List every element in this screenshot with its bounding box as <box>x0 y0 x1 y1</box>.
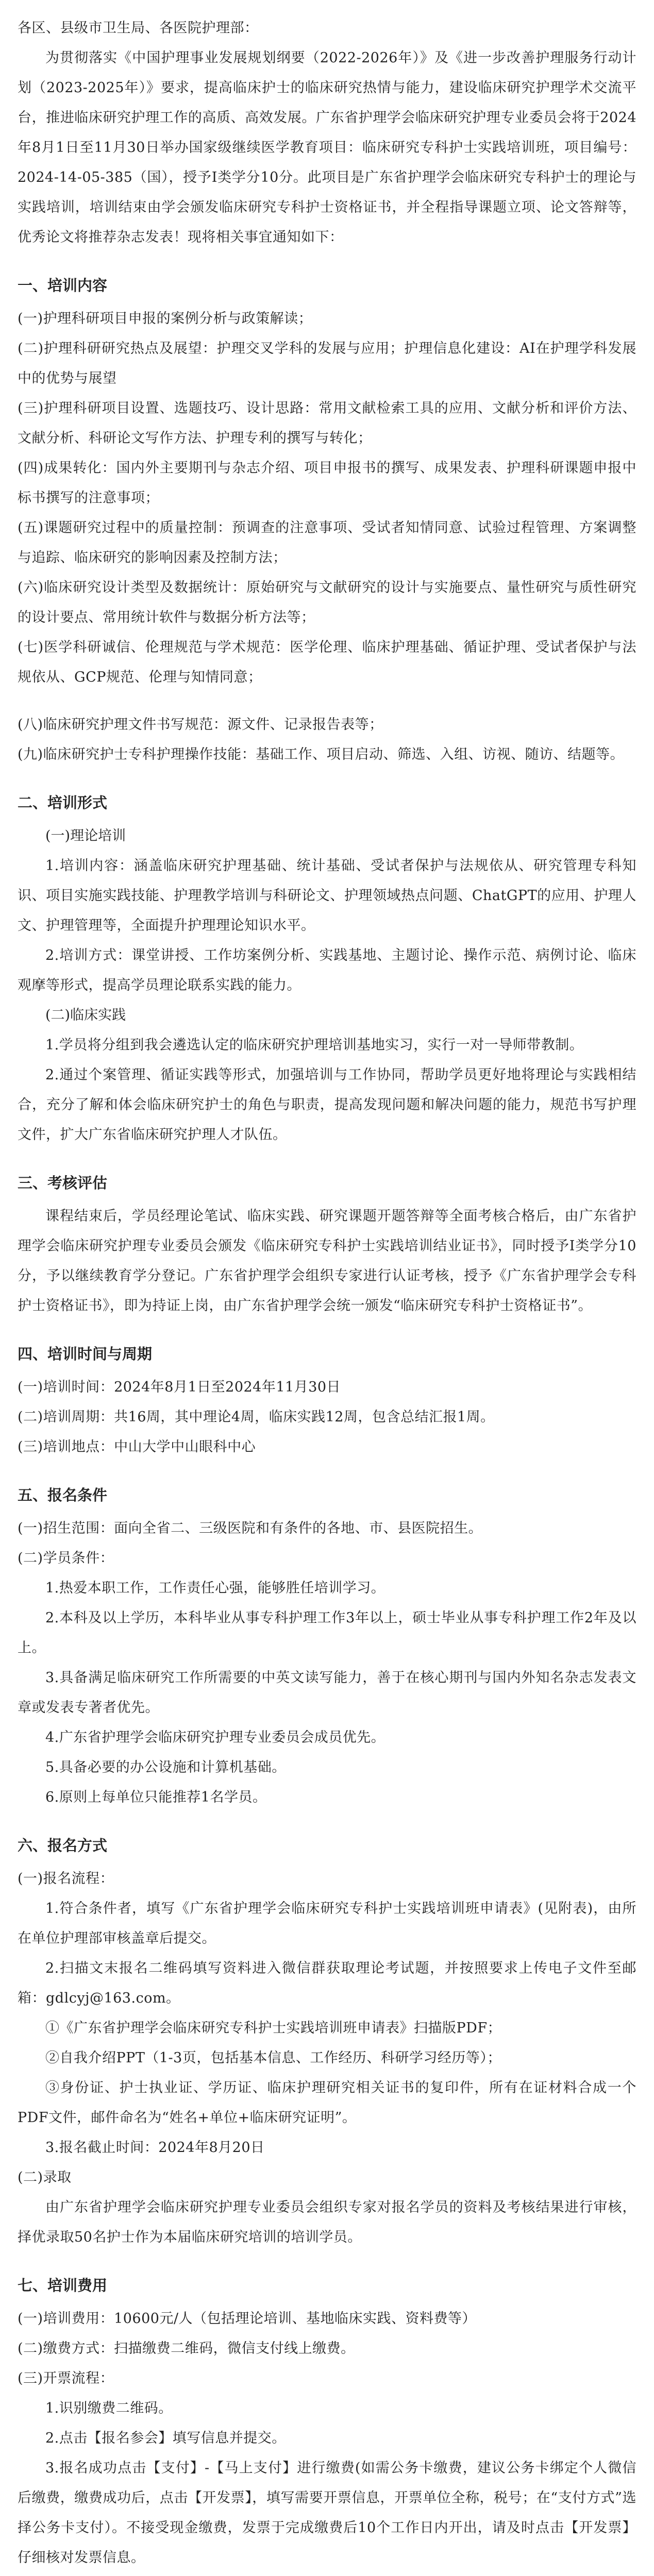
section-1-list <box>18 304 636 770</box>
intro-paragraph: 为贯彻落实《中国护理事业发展规划纲要（2022-2026年）》及《进一步改善护理服务行动计划（2023-2025年）》要求，提高临床护士的临床研究热情与能力，建设临床研究护理学术交流平台，推进临床研究护理工作的高质、高效发展。广东省护理学会临床研究护理专业委员会将于2024年8月1日至11月30日举办国家级继续医学教育项目：临床研究专科护士实践培训班，项目编号：2024-14-05-385（国），授予I类学分10分。此项目是广东省护理学会临床研究专科护士的理论与实践培训，培训结束由学会颁发临床研究专科护士资格证书，并全程指导课题立项、论文答辩等，优秀论文将推荐杂志发表！现将相关事宜通知如下： <box>18 50 636 245</box>
list-item: 1.热爱本职工作，工作责任心强，能够胜任培训学习。 <box>45 1580 385 1596</box>
section-1-title: 一、培训内容 <box>18 277 108 294</box>
list-item: (五)课题研究过程中的质量控制：预调查的注意事项、受试者知情同意、试验过程管理、方案调整与追踪、临床研究的影响因素及控制方法； <box>18 520 636 566</box>
list-item: 2.本科及以上学历，本科毕业从事专科护理工作3年以上，硕士毕业从事专科护理工作2年及以上。 <box>18 1610 636 1656</box>
list-item: (三)开票流程： <box>18 2370 114 2386</box>
subsection-title: (一)理论培训 <box>45 828 126 844</box>
section-4-title: 四、培训时间与周期 <box>18 1345 153 1363</box>
list-item: 1.学员将分组到我会遴选认定的临床研究护理培训基地实习，实行一对一导师带教制。 <box>45 1037 584 1053</box>
list-item: 4.广东省护理学会临床研究护理专业委员会成员优先。 <box>45 1730 385 1745</box>
list-item: (一)培训时间：2024年8月1日至2024年11月30日 <box>18 1379 341 1395</box>
list-item: (三)培训地点：中山大学中山眼科中心 <box>18 1439 256 1455</box>
list-item: 3.报名成功点击【支付】-【马上支付】进行缴费(如需公务卡缴费，建议公务卡绑定个人微信后缴费，缴费成功后，点击【开发票】，填写需要开票信息，开票单位全称，税号；在“支付方式”选择公务卡支付）。不接受现金缴费，发票于完成缴费后10个工作日内开出，请及时点击【开发票】仔细核对发票信息。 <box>18 2460 636 2566</box>
list-item: (八)临床研究护理文件书写规范：源文件、记录报告表等； <box>18 717 383 733</box>
list-item: (四)成果转化：国内外主要期刊与杂志介绍、项目申报书的撰写、成果发表、护理科研课题申报中标书撰写的注意事项； <box>18 460 636 506</box>
list-item: 2.培训方式：课堂讲授、工作坊案例分析、实践基地、主题讨论、操作示范、病例讨论、临床观摩等形式，提高学员理论联系实践的能力。 <box>18 947 636 993</box>
subsection-title: (二)学员条件： <box>18 1550 114 1566</box>
section-5-title: 五、报名条件 <box>18 1486 108 1504</box>
admission-paragraph: 由广东省护理学会临床研究护理专业委员会组织专家对报名学员的资料及考核结果进行审核，择优录取50名护士作为本届临床研究培训的培训学员。 <box>18 2199 636 2245</box>
list-item: (二)培训周期：共16周，其中理论4周，临床实践12周，包含总结汇报1周。 <box>18 1409 495 1425</box>
list-item: 1.识别缴费二维码。 <box>45 2400 173 2416</box>
list-item: 3.具备满足临床研究工作所需要的中英文读写能力，善于在核心期刊与国内外知名杂志发表文章或发表专著者优先。 <box>18 1670 636 1716</box>
list-item: (七)医学科研诚信、伦理规范与学术规范：医学伦理、临床护理基础、循证护理、受试者保护与法规依从、GCP规范、伦理与知情同意； <box>18 639 636 685</box>
subsection-title: (二)录取 <box>18 2170 72 2185</box>
list-item: (二)缴费方式：扫描缴费二维码，微信支付线上缴费。 <box>18 2341 355 2357</box>
list-item: ③身份证、护士执业证、学历证、临床护理研究相关证书的复印件，所有在证材料合成一个PDF文件，邮件命名为“姓名+单位+临床研究证明”。 <box>18 2080 636 2126</box>
list-item: ①《广东省护理学会临床研究专科护士实践培训班申请表》扫描版PDF； <box>45 2020 502 2036</box>
list-item: 1.符合条件者，填写《广东省护理学会临床研究专科护士实践培训班申请表》(见附表)，由所在单位护理部审核盖章后提交。 <box>18 1901 636 1946</box>
subsection-title: (一)报名流程： <box>18 1871 114 1887</box>
section-3-title: 三、考核评估 <box>18 1174 108 1192</box>
addressee: 各区、县级市卫生局、各医院护理部： <box>18 20 259 36</box>
section-2-title: 二、培训形式 <box>18 794 108 811</box>
list-item: 2.通过个案管理、循证实践等形式，加强培训与工作协同，帮助学员更好地将理论与实践相结合，充分了解和体会临床研究护士的角色与职责，提高发现问题和解决问题的能力，规范书写护理文件，扩大广东省临床研究护理人才队伍。 <box>18 1067 636 1143</box>
list-item: (二)护理科研研究热点及展望：护理交叉学科的发展与应用；护理信息化建设：AI在护理学科发展中的优势与展望 <box>18 341 636 386</box>
list-item: 6.原则上每单位只能推荐1名学员。 <box>45 1789 267 1805</box>
list-item: (一)护理科研项目申报的案例分析与政策解读； <box>18 311 313 327</box>
assessment-paragraph: 课程结束后，学员经理论笔试、临床实践、研究课题开题答辩等全面考核合格后，由广东省护理学会临床研究护理专业委员会颁发《临床研究专科护士实践培训结业证书》，同时授予I类学分10分，予以继续教育学分登记。广东省护理学会组织专家进行认证考核，授予《广东省护理学会专科护士资格证书》，即为持证上岗，由广东省护理学会统一颁发“临床研究专科护士资格证书”。 <box>18 1208 636 1314</box>
list-item: (九)临床研究护士专科护理操作技能：基础工作、项目启动、筛选、入组、访视、随访、结题等。 <box>18 747 625 762</box>
list-item: (一)培训费用：10600元/人（包括理论培训、基地临床实践、资料费等） <box>18 2311 477 2327</box>
list-item: 3.报名截止时间：2024年8月20日 <box>45 2140 265 2156</box>
list-item: 2.点击【报名参会】填写信息并提交。 <box>45 2430 286 2446</box>
list-item: 1.培训内容：涵盖临床研究护理基础、统计基础、受试者保护与法规依从、研究管理专科知识、项目实施实践技能、护理教学培训与科研论文、护理领域热点问题、ChatGPT的应用、护理人文、护理管理等，全面提升护理理论知识水平。 <box>18 858 636 934</box>
list-item: (三)护理科研项目设置、选题技巧、设计思路：常用文献检索工具的应用、文献分析和评价方法、文献分析、科研论文写作方法、护理专利的撰写与转化； <box>18 400 636 446</box>
section-6-title: 六、报名方式 <box>18 1837 108 1854</box>
list-item: ②自我介绍PPT（1-3页，包括基本信息、工作经历、科研学习经历等）； <box>45 2050 501 2066</box>
list-item: (六)临床研究设计类型及数据统计：原始研究与文献研究的设计与实施要点、量性研究与质性研究的设计要点、常用统计软件与数据分析方法等； <box>18 580 636 625</box>
section-7-title: 七、培训费用 <box>18 2277 108 2294</box>
subsection-title: (一)招生范围：面向全省二、三级医院和有条件的各地、市、县医院招生。 <box>18 1520 483 1536</box>
list-item: 5.具备必要的办公设施和计算机基础。 <box>45 1759 286 1775</box>
list-item: 2.扫描文末报名二维码填写资料进入微信群获取理论考试题，并按照要求上传电子文件至邮箱：gdlcyj@163.com。 <box>18 1960 636 2006</box>
subsection-title: (二)临床实践 <box>45 1007 126 1023</box>
